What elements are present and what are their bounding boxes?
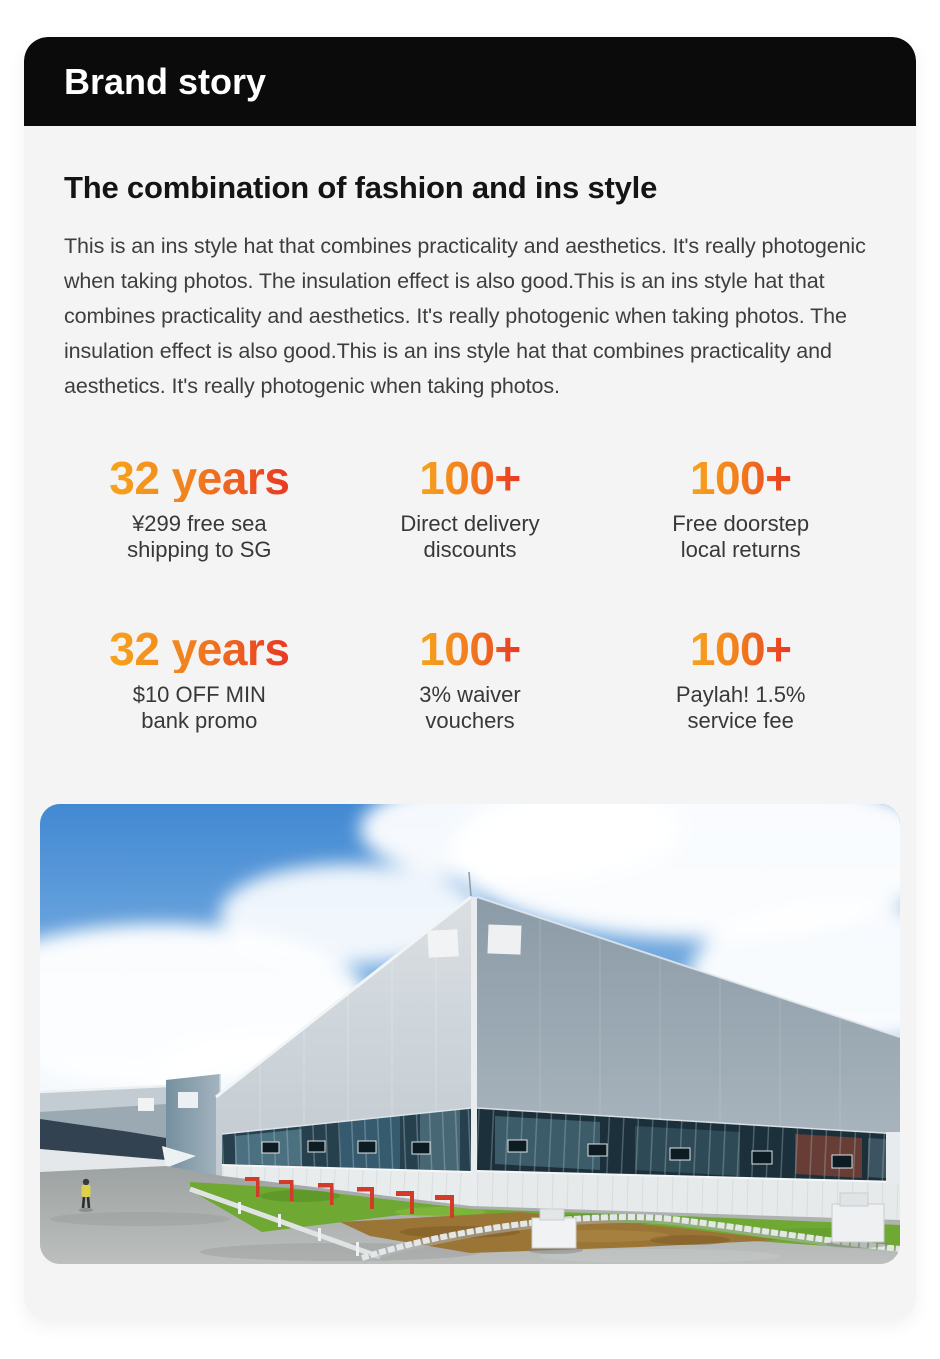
story-heading: The combination of fashion and ins style <box>64 170 658 205</box>
stat-value: 32 years <box>109 452 290 504</box>
stat-label-line1: $10 OFF MIN <box>132 682 266 707</box>
stat-value: 100+ <box>689 623 792 675</box>
stats-row-2 <box>64 625 876 734</box>
photo-corner-edge <box>471 897 477 1236</box>
stat-label <box>335 682 606 734</box>
brand-story-card <box>24 37 916 1320</box>
stat-delivery <box>335 454 606 563</box>
stat-value: 32 years <box>109 623 290 675</box>
section-title: Brand story <box>64 60 267 102</box>
stat-label <box>64 511 335 563</box>
stat-value: 100+ <box>419 452 521 504</box>
stats-row-1 <box>64 454 876 563</box>
stat-label-line2: shipping to SG <box>127 537 272 562</box>
stat-label-line2: vouchers <box>425 708 515 733</box>
section-header <box>24 37 916 126</box>
story-content <box>24 170 916 734</box>
stat-value: 100+ <box>419 623 521 675</box>
stat-label-line1: ¥299 free sea <box>132 511 267 536</box>
photo-pillar <box>162 1074 220 1176</box>
stat-label-line1: 3% waiver <box>419 682 521 707</box>
stat-label-line2: service fee <box>687 708 794 733</box>
stat-label-line1: Paylah! 1.5% <box>675 682 806 707</box>
stat-label-line1: Direct delivery <box>400 511 540 536</box>
stat-service-fee <box>605 625 876 734</box>
warehouse-photo <box>40 804 900 1264</box>
stat-label <box>605 511 876 563</box>
stat-bank-promo <box>64 625 335 734</box>
stat-shipping <box>64 454 335 563</box>
stat-label <box>605 682 876 734</box>
stat-returns <box>605 454 876 563</box>
stat-label <box>335 511 606 563</box>
stat-value: 100+ <box>689 452 792 504</box>
story-body-text: This is an ins style hat that combines practicality and aesthetics. It's really photogenic when taking photos. The insulation effect is also good.This is an ins style hat that combines practicality and aesthetics. It's really photogenic when taking photos. The insulation effect is also good.This is an ins style hat that combines practicality and aesthetics. It's really photogenic when taking photos. <box>64 234 866 398</box>
stats-grid <box>64 454 876 734</box>
warehouse-photo-scene <box>40 804 900 1264</box>
stat-vouchers <box>335 625 606 734</box>
stat-label <box>64 682 335 734</box>
stat-label-line2: discounts <box>423 537 517 562</box>
stat-label-line2: bank promo <box>141 708 258 733</box>
stat-label-line2: local returns <box>680 537 801 562</box>
stat-label-line1: Free doorstep <box>672 511 810 536</box>
